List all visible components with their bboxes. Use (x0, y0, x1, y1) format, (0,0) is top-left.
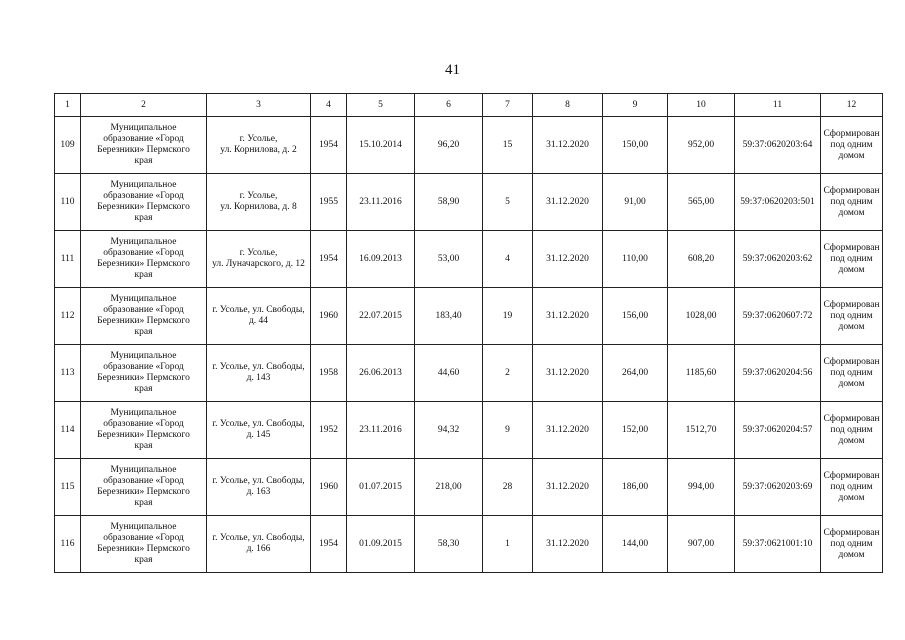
status-cell-line: Сформирован (823, 242, 880, 253)
row-number-cell: 109 (55, 117, 81, 174)
owner-cell-line: образование «Город (103, 305, 184, 315)
status-cell (821, 516, 883, 573)
residents-cell: 5 (483, 174, 533, 231)
date-cell: 23.11.2016 (347, 402, 415, 459)
residents-cell: 15 (483, 117, 533, 174)
owner-cell-line: образование «Город (103, 191, 184, 201)
column-header: 1 (55, 94, 81, 117)
owner-cell-line: образование «Город (103, 419, 184, 429)
status-cell-line: домом (838, 207, 865, 218)
column-header: 2 (81, 94, 207, 117)
status-cell-line: домом (838, 264, 865, 275)
row-number-cell: 115 (55, 459, 81, 516)
land-area-cell: 152,00 (603, 402, 668, 459)
status-cell-line: домом (838, 549, 865, 560)
year-cell: 1954 (311, 117, 347, 174)
address-cell-line: д. 145 (246, 430, 271, 440)
status-cell (821, 117, 883, 174)
row-number-cell: 113 (55, 345, 81, 402)
owner-cell-line: края (134, 498, 153, 508)
owner-cell-line: Березники» Пермского (97, 487, 190, 497)
owner-cell (81, 345, 207, 402)
column-header: 6 (415, 94, 483, 117)
address-cell-line: г. Усолье, (239, 134, 278, 144)
address-cell (207, 402, 311, 459)
cadastral-number-cell: 59:37:0620203:64 (735, 117, 821, 174)
owner-cell-line: Муниципальное (110, 465, 177, 475)
area-cell: 218,00 (415, 459, 483, 516)
address-cell (207, 516, 311, 573)
column-header: 10 (668, 94, 735, 117)
table-row (55, 345, 883, 402)
deadline-cell: 31.12.2020 (533, 174, 603, 231)
cadastral-number-cell: 59:37:0620607:72 (735, 288, 821, 345)
deadline-cell: 31.12.2020 (533, 459, 603, 516)
status-cell-line: Сформирован (823, 128, 880, 139)
status-cell-line: Сформирован (823, 527, 880, 538)
owner-cell-line: края (134, 156, 153, 166)
status-cell-line: под одним (830, 367, 873, 378)
land-area-cell: 150,00 (603, 117, 668, 174)
owner-cell-line: Муниципальное (110, 351, 177, 361)
land-area-cell: 144,00 (603, 516, 668, 573)
owner-cell-line: образование «Город (103, 362, 184, 372)
table-row (55, 516, 883, 573)
owner-cell-line: края (134, 213, 153, 223)
address-cell (207, 174, 311, 231)
owner-cell-line: Муниципальное (110, 123, 177, 133)
cadastral-number-cell: 59:37:0620204:56 (735, 345, 821, 402)
residents-cell: 1 (483, 516, 533, 573)
table-row (55, 231, 883, 288)
date-cell: 01.09.2015 (347, 516, 415, 573)
page-number: 41 (445, 62, 460, 78)
year-cell: 1955 (311, 174, 347, 231)
cadastral-number-cell: 59:37:0620203:69 (735, 459, 821, 516)
address-cell-line: ул. Корнилова, д. 8 (220, 202, 297, 212)
table-row (55, 117, 883, 174)
area-cell: 58,30 (415, 516, 483, 573)
owner-cell (81, 288, 207, 345)
address-cell-line: д. 163 (246, 487, 271, 497)
owner-cell-line: Муниципальное (110, 237, 177, 247)
address-cell (207, 288, 311, 345)
owner-cell-line: Муниципальное (110, 408, 177, 418)
status-cell-line: Сформирован (823, 185, 880, 196)
area-cell: 94,32 (415, 402, 483, 459)
status-cell-line: домом (838, 492, 865, 503)
deadline-cell: 31.12.2020 (533, 345, 603, 402)
owner-cell-line: образование «Город (103, 134, 184, 144)
address-cell-line: ул. Луначарского, д. 12 (212, 259, 305, 269)
status-cell-line: под одним (830, 481, 873, 492)
table-row (55, 174, 883, 231)
deadline-cell: 31.12.2020 (533, 402, 603, 459)
status-cell-line: под одним (830, 424, 873, 435)
total-area-cell: 1512,70 (668, 402, 735, 459)
table-row (55, 288, 883, 345)
housing-registry-table (54, 93, 883, 573)
status-cell-line: Сформирован (823, 356, 880, 367)
deadline-cell: 31.12.2020 (533, 288, 603, 345)
owner-cell-line: Муниципальное (110, 522, 177, 532)
land-area-cell: 186,00 (603, 459, 668, 516)
residents-cell: 28 (483, 459, 533, 516)
owner-cell-line: Березники» Пермского (97, 316, 190, 326)
area-cell: 183,40 (415, 288, 483, 345)
column-header: 7 (483, 94, 533, 117)
owner-cell (81, 117, 207, 174)
owner-cell (81, 459, 207, 516)
owner-cell-line: края (134, 384, 153, 394)
year-cell: 1958 (311, 345, 347, 402)
deadline-cell: 31.12.2020 (533, 231, 603, 288)
row-number-cell: 116 (55, 516, 81, 573)
status-cell-line: под одним (830, 538, 873, 549)
address-cell-line: д. 44 (248, 316, 269, 326)
cadastral-number-cell: 59:37:0620203:501 (735, 174, 821, 231)
owner-cell-line: края (134, 555, 153, 565)
deadline-cell: 31.12.2020 (533, 516, 603, 573)
column-header: 3 (207, 94, 311, 117)
owner-cell-line: края (134, 441, 153, 451)
total-area-cell: 1028,00 (668, 288, 735, 345)
status-cell (821, 345, 883, 402)
owner-cell-line: Муниципальное (110, 294, 177, 304)
date-cell: 26.06.2013 (347, 345, 415, 402)
owner-cell (81, 402, 207, 459)
owner-cell-line: Березники» Пермского (97, 202, 190, 212)
owner-cell-line: Березники» Пермского (97, 259, 190, 269)
status-cell-line: домом (838, 435, 865, 446)
cadastral-number-cell: 59:37:0620204:57 (735, 402, 821, 459)
owner-cell-line: Березники» Пермского (97, 145, 190, 155)
date-cell: 16.09.2013 (347, 231, 415, 288)
year-cell: 1952 (311, 402, 347, 459)
row-number-cell: 110 (55, 174, 81, 231)
address-cell-line: г. Усолье, ул. Свободы, (212, 305, 305, 315)
land-area-cell: 264,00 (603, 345, 668, 402)
year-cell: 1960 (311, 459, 347, 516)
area-cell: 96,20 (415, 117, 483, 174)
column-header: 4 (311, 94, 347, 117)
owner-cell-line: Березники» Пермского (97, 430, 190, 440)
column-header: 8 (533, 94, 603, 117)
year-cell: 1954 (311, 231, 347, 288)
area-cell: 53,00 (415, 231, 483, 288)
total-area-cell: 608,20 (668, 231, 735, 288)
total-area-cell: 907,00 (668, 516, 735, 573)
row-number-cell: 111 (55, 231, 81, 288)
owner-cell-line: Муниципальное (110, 180, 177, 190)
owner-cell (81, 231, 207, 288)
total-area-cell: 952,00 (668, 117, 735, 174)
residents-cell: 4 (483, 231, 533, 288)
owner-cell-line: образование «Город (103, 476, 184, 486)
address-cell-line: г. Усолье, ул. Свободы, (212, 419, 305, 429)
address-cell-line: ул. Корнилова, д. 2 (220, 145, 297, 155)
total-area-cell: 1185,60 (668, 345, 735, 402)
residents-cell: 19 (483, 288, 533, 345)
column-number-row (55, 94, 883, 117)
address-cell-line: г. Усолье, (239, 191, 278, 201)
address-cell (207, 459, 311, 516)
cadastral-number-cell: 59:37:0621001:10 (735, 516, 821, 573)
land-area-cell: 91,00 (603, 174, 668, 231)
area-cell: 44,60 (415, 345, 483, 402)
table-row (55, 402, 883, 459)
residents-cell: 9 (483, 402, 533, 459)
area-cell: 58,90 (415, 174, 483, 231)
status-cell (821, 231, 883, 288)
address-cell (207, 345, 311, 402)
status-cell-line: домом (838, 321, 865, 332)
status-cell-line: под одним (830, 139, 873, 150)
owner-cell (81, 174, 207, 231)
status-cell (821, 174, 883, 231)
row-number-cell: 114 (55, 402, 81, 459)
column-header: 12 (821, 94, 883, 117)
total-area-cell: 565,00 (668, 174, 735, 231)
status-cell-line: домом (838, 378, 865, 389)
owner-cell-line: Березники» Пермского (97, 373, 190, 383)
column-header: 11 (735, 94, 821, 117)
deadline-cell: 31.12.2020 (533, 117, 603, 174)
address-cell-line: г. Усолье, (239, 248, 278, 258)
owner-cell-line: образование «Город (103, 533, 184, 543)
cadastral-number-cell: 59:37:0620203:62 (735, 231, 821, 288)
address-cell-line: г. Усолье, ул. Свободы, (212, 476, 305, 486)
total-area-cell: 994,00 (668, 459, 735, 516)
status-cell-line: Сформирован (823, 413, 880, 424)
address-cell-line: д. 166 (246, 544, 271, 554)
status-cell (821, 288, 883, 345)
status-cell-line: под одним (830, 196, 873, 207)
year-cell: 1960 (311, 288, 347, 345)
column-header: 5 (347, 94, 415, 117)
column-header: 9 (603, 94, 668, 117)
address-cell (207, 117, 311, 174)
date-cell: 22.07.2015 (347, 288, 415, 345)
address-cell (207, 231, 311, 288)
residents-cell: 2 (483, 345, 533, 402)
land-area-cell: 110,00 (603, 231, 668, 288)
status-cell-line: домом (838, 150, 865, 161)
status-cell (821, 402, 883, 459)
status-cell-line: Сформирован (823, 470, 880, 481)
owner-cell-line: образование «Город (103, 248, 184, 258)
address-cell-line: г. Усолье, ул. Свободы, (212, 533, 305, 543)
date-cell: 01.07.2015 (347, 459, 415, 516)
owner-cell (81, 516, 207, 573)
row-number-cell: 112 (55, 288, 81, 345)
date-cell: 15.10.2014 (347, 117, 415, 174)
status-cell-line: под одним (830, 310, 873, 321)
year-cell: 1954 (311, 516, 347, 573)
address-cell-line: д. 143 (246, 373, 271, 383)
status-cell-line: под одним (830, 253, 873, 264)
address-cell-line: г. Усолье, ул. Свободы, (212, 362, 305, 372)
land-area-cell: 156,00 (603, 288, 668, 345)
owner-cell-line: края (134, 270, 153, 280)
table-row (55, 459, 883, 516)
date-cell: 23.11.2016 (347, 174, 415, 231)
status-cell (821, 459, 883, 516)
owner-cell-line: Березники» Пермского (97, 544, 190, 554)
status-cell-line: Сформирован (823, 299, 880, 310)
owner-cell-line: края (134, 327, 153, 337)
